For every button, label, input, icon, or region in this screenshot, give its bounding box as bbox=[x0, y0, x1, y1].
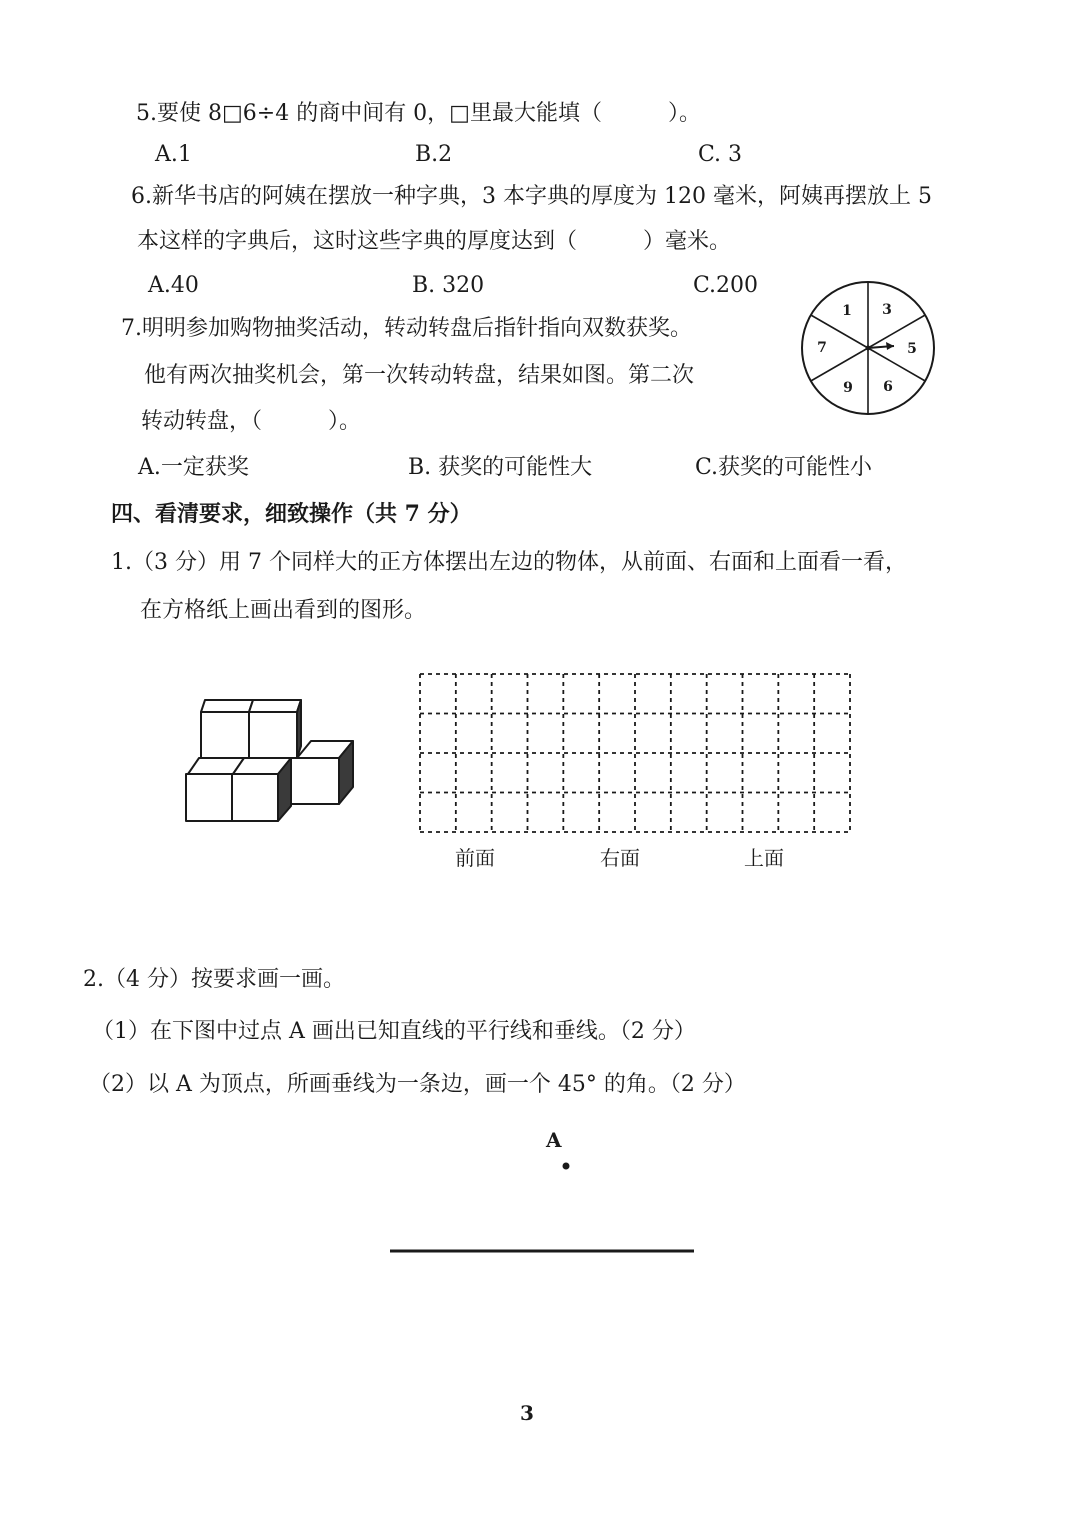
spinner-figure bbox=[800, 280, 936, 416]
q7-stem-line2: 他有两次抽奖机会，第一次转动转盘，结果如图。第二次 bbox=[144, 363, 695, 388]
q7-stem-line3: 转动转盘，（ ）。 bbox=[141, 409, 362, 434]
view-label-top: 上面 bbox=[744, 846, 784, 870]
q7-option-b: B. 获奖的可能性大 bbox=[408, 455, 593, 480]
point-a-label: A bbox=[546, 1128, 562, 1152]
q5-stem: 5.要使 8□6÷4 的商中间有 0，□里最大能填（ ）。 bbox=[136, 101, 701, 126]
q5-option-b: B.2 bbox=[415, 142, 453, 167]
q6-option-a: A.40 bbox=[148, 273, 199, 298]
q7-option-a: A.一定获奖 bbox=[138, 455, 249, 480]
point-a-dot bbox=[560, 1160, 572, 1172]
view-label-front: 前面 bbox=[455, 846, 495, 870]
grid-paper bbox=[418, 672, 852, 834]
s4-q1-line2: 在方格纸上画出看到的图形。 bbox=[140, 598, 427, 623]
spinner-label-3: 3 bbox=[882, 302, 892, 318]
spinner-label-7: 7 bbox=[817, 340, 827, 356]
q6-option-c: C.200 bbox=[693, 273, 759, 298]
s4-q2-part2: （2）以 A 为顶点，所画垂线为一条边，画一个 45° 的角。（2 分） bbox=[89, 1072, 746, 1097]
q6-stem-line2: 本这样的字典后，这时这些字典的厚度达到（ ）毫米。 bbox=[137, 229, 732, 254]
q7-option-c: C.获奖的可能性小 bbox=[695, 455, 873, 480]
s4-q1-line1: 1.（3 分）用 7 个同样大的正方体摆出左边的物体，从前面、右面和上面看一看， bbox=[111, 550, 907, 575]
s4-q2-part1: （1）在下图中过点 A 画出已知直线的平行线和垂线。（2 分） bbox=[92, 1019, 696, 1044]
q6-option-b: B. 320 bbox=[412, 273, 485, 298]
section4-title: 四、看清要求，细致操作（共 7 分） bbox=[111, 501, 472, 527]
spinner-label-6: 6 bbox=[883, 379, 893, 395]
cube-figure bbox=[180, 690, 360, 830]
spinner-pointer-arrowhead bbox=[886, 342, 894, 350]
q7-stem-line1: 7.明明参加购物抽奖活动，转动转盘后指针指向双数获奖。 bbox=[121, 316, 692, 341]
spinner-label-5: 5 bbox=[907, 341, 917, 357]
given-line bbox=[390, 1248, 694, 1254]
page-number: 3 bbox=[520, 1401, 534, 1425]
spinner-label-9: 9 bbox=[843, 380, 853, 396]
q5-option-a: A.1 bbox=[155, 142, 192, 167]
view-label-right: 右面 bbox=[600, 846, 640, 870]
q5-option-c: C. 3 bbox=[698, 142, 743, 167]
s4-q2-title: 2.（4 分）按要求画一画。 bbox=[83, 967, 345, 992]
spinner-label-1: 1 bbox=[842, 303, 852, 319]
q6-stem-line1: 6.新华书店的阿姨在摆放一种字典，3 本字典的厚度为 120 毫米，阿姨再摆放上 5 bbox=[131, 184, 932, 209]
